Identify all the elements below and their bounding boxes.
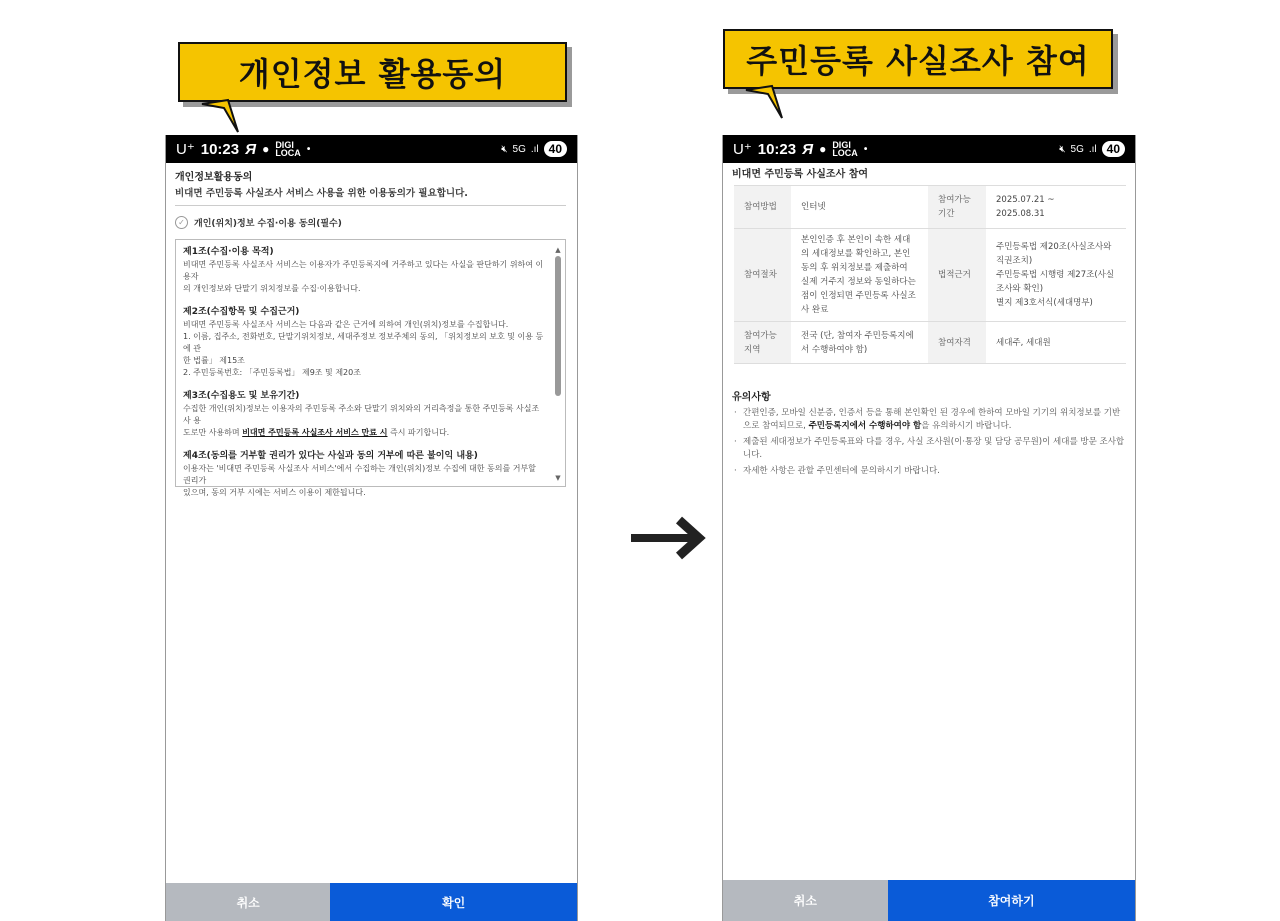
table-cell: 세대주, 세대원 bbox=[986, 322, 1126, 364]
table-header-cell: 참여가능 기간 bbox=[928, 186, 986, 229]
network-5g-icon: 5G bbox=[512, 143, 526, 155]
table-header-cell: 참여자격 bbox=[928, 322, 986, 364]
term-heading: 제4조(동의를 거부할 권리가 있다는 사실과 동의 거부에 따른 불이익 내용) bbox=[183, 451, 478, 461]
battery-icon: 40 bbox=[544, 141, 567, 157]
legal-basis-line: 주민등록법 제20조(사실조사와 직권조치) bbox=[996, 242, 1112, 266]
term-line-with-emphasis: 도로만 사용하며 비대면 주민등록 사실조사 서비스 만료 시 즉시 파기합니다. bbox=[183, 428, 450, 437]
term-line: 비대면 주민등록 사실조사 서비스는 이용자가 주민등록지에 거주하고 있다는 사실을 판단하기 위하여 이용자 bbox=[183, 260, 544, 281]
participation-callout-tail bbox=[742, 72, 792, 122]
table-header-cell: 법적근거 bbox=[928, 229, 986, 322]
digiloca-icon: DIGI LOCA bbox=[275, 140, 301, 158]
period-end: 2025.08.31 bbox=[996, 209, 1045, 219]
scroll-down-icon[interactable]: ▼ bbox=[555, 474, 561, 482]
term-article-4 bbox=[183, 450, 545, 499]
notification-dot-icon: • bbox=[863, 143, 868, 155]
app-r-icon: Я bbox=[802, 140, 814, 158]
term-heading: 제2조(수집항목 및 수집근거) bbox=[183, 307, 300, 317]
participation-title: 비대면 주민등록 사실조사 참여 bbox=[732, 169, 869, 180]
term-line: 비대면 주민등록 사실조사 서비스는 다음과 같은 근거에 의하여 개인(위치)정보를 수집합니다. bbox=[183, 320, 509, 329]
notice-list bbox=[732, 407, 1126, 481]
term-line: 있으며, 동의 거부 시에는 서비스 이용이 제한됩니다. bbox=[183, 488, 366, 497]
term-heading: 제1조(수집·이용 목적) bbox=[183, 247, 274, 257]
mute-icon: 🔇︎ bbox=[501, 143, 508, 155]
battery-icon: 40 bbox=[1102, 141, 1125, 157]
status-bar bbox=[723, 135, 1135, 163]
consent-title: 개인정보활용동의 bbox=[175, 172, 253, 183]
term-article-2 bbox=[183, 306, 545, 379]
table-row bbox=[734, 186, 1126, 229]
cancel-button[interactable]: 취소 bbox=[723, 880, 888, 921]
participate-button[interactable]: 참여하기 bbox=[888, 880, 1135, 921]
consent-checkbox-row[interactable] bbox=[175, 216, 342, 229]
table-cell: 인터넷 bbox=[791, 186, 928, 229]
digiloca-icon: DIGI LOCA bbox=[832, 140, 858, 158]
notice-title: 유의사항 bbox=[732, 392, 771, 403]
legal-basis-line: 주민등록법 시행령 제27조(사실조사와 확인) bbox=[996, 270, 1115, 294]
arrow-right-icon bbox=[629, 516, 709, 560]
term-line: 1. 이름, 집주소, 전화번호, 단말기위치정보, 세대주정보 정보주체의 동의, 「위치정보의 보호 및 이용 등에 관 bbox=[183, 332, 544, 353]
list-item: · 간편인증, 모바일 신분증, 인증서 등을 통해 본인확인 된 경우에 한하여 모바일 기기의 위치정보를 기반으로 참여되므로, 주민등록지에서 수행하여야 함을 유의하시기 바랍니다. bbox=[732, 407, 1126, 433]
network-5g-icon: 5G bbox=[1070, 143, 1084, 155]
table-cell bbox=[986, 229, 1126, 322]
list-item: · 자세한 사항은 관할 주민센터에 문의하시기 바랍니다. bbox=[732, 465, 1126, 478]
consent-callout-text: 개인정보 활용동의 bbox=[238, 55, 507, 93]
signal-icon: .ıl bbox=[1088, 143, 1097, 155]
table-row bbox=[734, 229, 1126, 322]
table-header-cell: 참여절차 bbox=[734, 229, 791, 322]
talk-icon: ● bbox=[262, 142, 270, 156]
signal-icon: .ıl bbox=[530, 143, 539, 155]
carrier-label: U⁺ bbox=[176, 141, 195, 158]
status-bar bbox=[166, 135, 577, 163]
term-heading: 제3조(수집용도 및 보유기간) bbox=[183, 391, 300, 401]
carrier-label: U⁺ bbox=[733, 141, 752, 158]
participation-button-bar bbox=[723, 880, 1135, 921]
participation-phone-screen bbox=[722, 135, 1136, 921]
consent-phone-screen bbox=[165, 135, 578, 921]
term-line: 이용자는 '비대면 주민등록 사실조사 서비스'에서 수집하는 개인(위치)정보 수집에 대한 동의를 거부할 권리가 bbox=[183, 464, 536, 485]
term-line: 2. 주민등록번호: 「주민등록법」 제9조 및 제20조 bbox=[183, 368, 361, 377]
table-cell: 전국 (단, 참여자 주민등록지에서 수행하여야 함) bbox=[791, 322, 928, 364]
table-cell: 본인인증 후 본인이 속한 세대의 세대정보를 확인하고, 본인 동의 후 위치정보를 제출하여 실제 거주지 정보와 동일하다는 점이 인정되면 주민등록 사실조사 완료 bbox=[791, 229, 928, 322]
table-cell bbox=[986, 186, 1126, 229]
talk-icon: ● bbox=[819, 142, 827, 156]
participation-info-table bbox=[734, 185, 1126, 364]
scroll-thumb[interactable] bbox=[555, 256, 561, 396]
table-header-cell: 참여방법 bbox=[734, 186, 791, 229]
mute-icon: 🔇︎ bbox=[1059, 143, 1066, 155]
terms-scrollbar[interactable] bbox=[554, 246, 562, 482]
term-line: 한 법률」 제15조 bbox=[183, 356, 245, 365]
clock: 10:23 bbox=[200, 140, 240, 158]
consent-checkbox-label: 개인(위치)정보 수집·이용 동의(필수) bbox=[194, 219, 342, 229]
clock: 10:23 bbox=[757, 140, 797, 158]
consent-subtitle: 비대면 주민등록 사실조사 서비스 사용을 위한 이용동의가 필요합니다. bbox=[175, 188, 468, 199]
period-start: 2025.07.21 ~ bbox=[996, 195, 1055, 205]
scroll-up-icon[interactable]: ▲ bbox=[555, 246, 561, 254]
term-article-1 bbox=[183, 246, 545, 295]
table-header-cell: 참여가능 지역 bbox=[734, 322, 791, 364]
term-line: 의 개인정보와 단말기 위치정보를 수집·이용합니다. bbox=[183, 284, 361, 293]
divider bbox=[175, 205, 566, 206]
consent-button-bar bbox=[166, 883, 577, 921]
term-line: 수집한 개인(위치)정보는 이용자의 주민등록 주소와 단말기 위치와의 거리측정을 통한 주민등록 사실조사 용 bbox=[183, 404, 540, 425]
check-circle-icon[interactable]: ✓ bbox=[175, 216, 188, 229]
terms-scroll-box[interactable] bbox=[175, 239, 566, 497]
notification-dot-icon: • bbox=[306, 143, 311, 155]
term-emphasis: 비대면 주민등록 사실조사 서비스 만료 시 bbox=[242, 428, 388, 437]
confirm-button[interactable]: 확인 bbox=[330, 883, 577, 921]
notice-emphasis: 주민등록지에서 수행하여야 함 bbox=[808, 421, 922, 431]
table-row bbox=[734, 322, 1126, 364]
cancel-button[interactable]: 취소 bbox=[166, 883, 330, 921]
consent-callout-tail bbox=[198, 86, 248, 136]
app-r-icon: Я bbox=[245, 140, 257, 158]
list-item: · 제출된 세대정보가 주민등록표와 다를 경우, 사실 조사원(이·통장 및 담당 공무원)이 세대를 방문 조사합니다. bbox=[732, 436, 1126, 462]
participation-callout-text: 주민등록 사실조사 참여 bbox=[746, 42, 1090, 80]
term-article-3 bbox=[183, 390, 545, 439]
legal-basis-line: 별지 제3호서식(세대명부) bbox=[996, 298, 1093, 308]
